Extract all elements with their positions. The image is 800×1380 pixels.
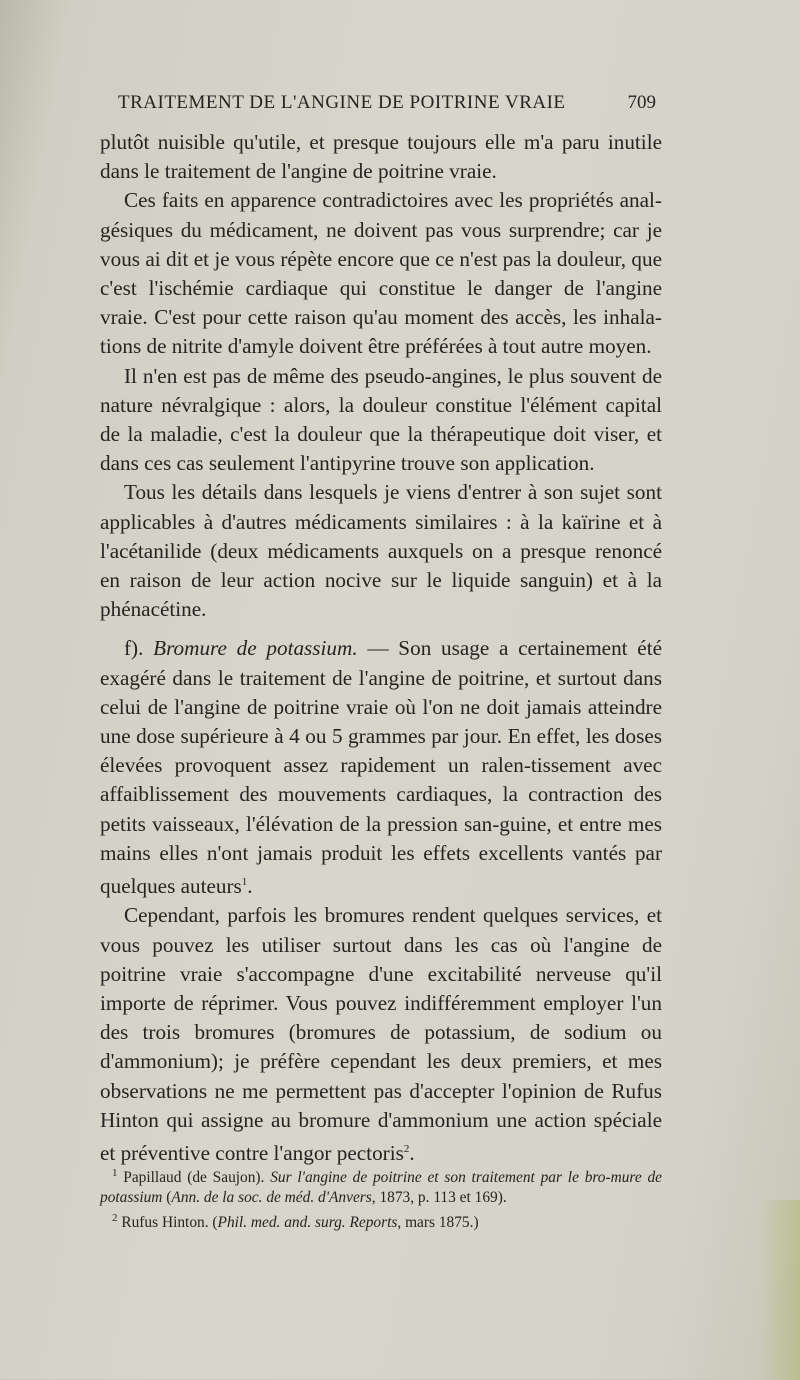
paragraph-bromures-usage: Cependant, parfois les bromures rendent quelques services, et vous pouvez les utiliser surtout dans les cas où l'angine de poitrine vraie s'accompagne d'une excitabilité nerveuse qu'il importe de réprimer. Vous pouvez indifféremment employer l'un des trois bromures (bromures de potassium, de sodium ou d'ammonium); je préfère cependant les deux premiers, et mes observations ne me permettent pas d'accepter l'opinion de Rufus Hinton qui assigne au bromure d'ammonium une action spéciale et préventive contre l'angor pectoris$^2$. [100,903,662,1166]
body-text [100,128,662,1168]
footnote-mark: 2 [112,1212,118,1225]
page-number: 709 [627,92,656,113]
paragraph-analgesic: Ces faits en apparence contradictoires avec les propriétés anal-gésiques du médicament, ne doivent pas vous surprendre; car je vous ai dit et je vous répète encore que ce n'est pas la douleur, que c'est l'ischémie cardiaque qui constitue le danger de l'angine vraie. C'est pour cette raison qu'au moment des accès, les inhala-tions de nitrite d'amyle doivent être préférées à tout autre moyen. [100,188,662,359]
footnote-2: $^2$ Rufus Hinton. (Phil. med. and. surg. Reports, mars 1875.) [112,1212,479,1232]
paragraph-pseudo-angines: Il n'en est pas de même des pseudo-angines, le plus souvent de nature névralgique : alors, la douleur constitue l'élément capital de la maladie, c'est la douleur que la thérapeutique doit viser, et dans ces cas seulement l'antipyrine trouve son application. [100,363,662,476]
section-title: Bromure de potassium. [153,636,358,661]
paragraph-continuation: plutôt nuisible qu'utile, et presque toujours elle m'a paru inutile dans le traitement de l'angine de poitrine vraie. [100,130,662,184]
paragraph-similar-medications: Tous les détails dans lesquels je viens d'entrer à son sujet sont applicables à d'autres médicaments similaires : à la kaïrine et à l'acétanilide (deux médicaments auxquels on a presque renoncé en raison de leur action nocive sur le liquide sanguin) et à la phénacétine. [100,480,662,622]
footnote-1: $^1$ Papillaud (de Saujon). Sur l'angine de poitrine et son traitement par le bro-mure de potassium (Ann. de la soc. de méd. d'Anvers, 1873, p. 113 et 169). [100,1167,663,1207]
footnotes [100,1163,662,1233]
cited-journal: Ann. de la soc. de méd. d'Anvers [171,1189,372,1207]
section-text: — Son usage a certainement été exagéré dans le traitement de l'angine de poitrine, et surtout dans celui de l'angine de poitrine vraie où l'on ne doit jamais atteindre une dose supérieure à 4 ou 5 grammes par jour. En effet, les doses élevées provoquent assez rapidement un ralen-tissement avec affaiblissement des mouvements cardiaques, la contraction des petits vaisseaux, l'élévation de la pression san-guine, et entre mes mains elles n'ont jamais produit les effets excellents vantés par quelques auteurs [100,636,662,899]
cited-title: Sur l'angine de poitrine et son traitement par le bro-mure de potassium [100,1169,663,1207]
footnote-ref: 2 [403,1142,410,1155]
footnote-ref: 1 [241,876,248,889]
section-label: f). [124,636,154,661]
running-title: TRAITEMENT DE L'ANGINE DE POITRINE VRAIE [118,92,566,113]
footnote-mark: 1 [112,1167,118,1179]
page-header [118,92,656,122]
page-stain [760,1200,800,1380]
paragraph-text: Cependant, parfois les bromures rendent quelques services, et vous pouvez les utiliser surtout dans les cas où l'angine de poitrine vraie s'accompagne d'une excitabilité nerveuse qu'il importe de réprimer. Vous pouvez indifféremment employer l'un des trois bromures (bromures de potassium, de sodium ou d'ammonium); je préfère cependant les deux premiers, et mes observations ne me permettent pas d'accepter l'opinion de Rufus Hinton qui assigne au bromure d'ammonium une action spéciale et préventive contre l'angor pectoris [100,903,662,1166]
cited-journal: Phil. med. and. surg. Reports [217,1214,398,1232]
paragraph-bromure: f). Bromure de potassium. — Son usage a certainement été exagéré dans le traitement de l'angine de poitrine, et surtout dans celui de l'angine de poitrine vraie où l'on ne doit jamais atteindre une dose supérieure à 4 ou 5 grammes par jour. En effet, les doses élevées provoquent assez rapidement un ralen-tissement avec affaiblissement des mouvements cardiaques, la contraction des petits vaisseaux, l'élévation de la pression san-guine, et entre mes mains elles n'ont jamais produit les effets excellents vantés par quelques auteurs$^1$. [100,636,662,899]
